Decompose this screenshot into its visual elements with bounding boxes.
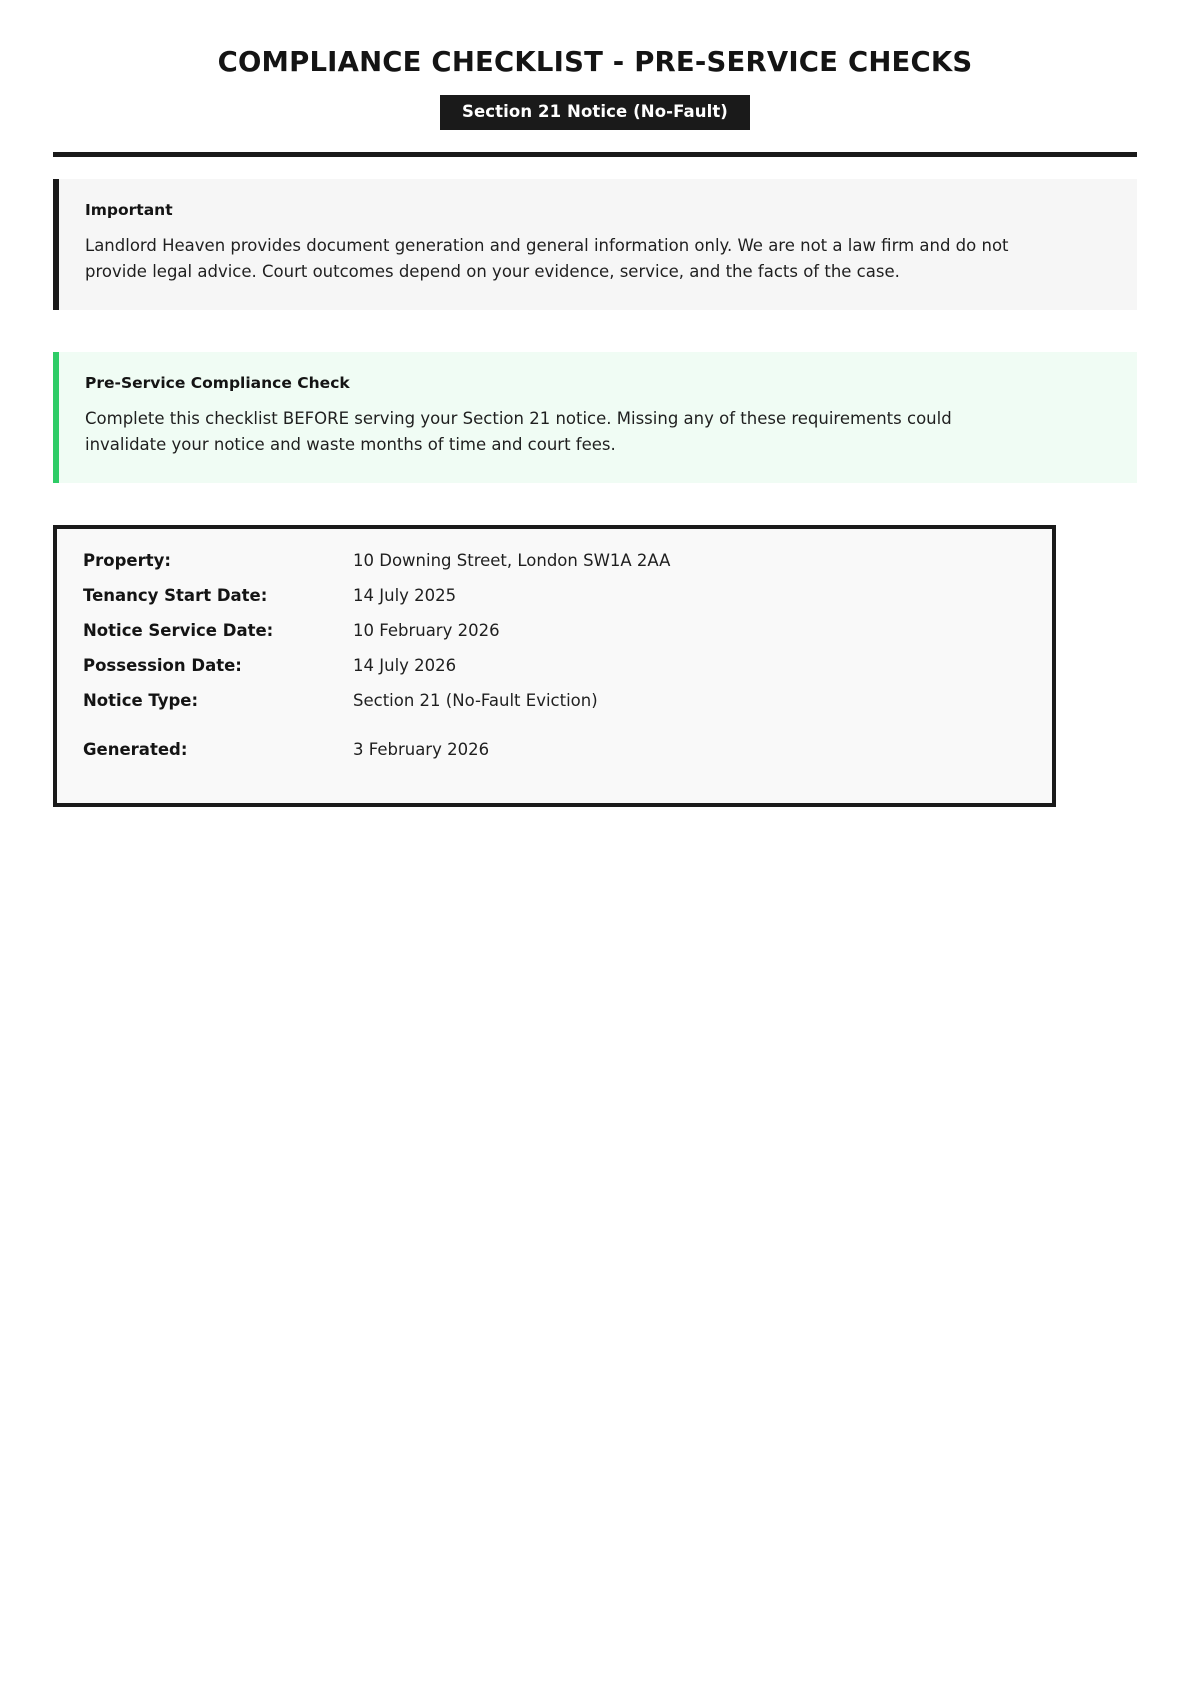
details-label: Property:: [83, 551, 171, 571]
notice-details-box: [53, 525, 1056, 807]
details-row-spacer: [83, 728, 1026, 742]
compliance-callout-body: Complete this checklist BEFORE serving your Section 21 notice. Missing any of these requirements could invalidate your notice and waste months of time and court fees.: [85, 408, 952, 455]
important-callout-heading: Important: [85, 201, 173, 220]
details-label: Notice Service Date:: [83, 621, 274, 641]
details-value: 10 Downing Street, London SW1A 2AA: [353, 551, 671, 571]
badge-container: [53, 95, 1137, 130]
table-row: [83, 553, 1026, 588]
header-divider: [53, 152, 1137, 157]
table-row: [83, 693, 1026, 728]
important-callout: [53, 179, 1137, 310]
compliance-callout-heading: Pre-Service Compliance Check: [85, 374, 350, 393]
details-label: Notice Type:: [83, 691, 199, 711]
details-value: Section 21 (No-Fault Eviction): [353, 691, 598, 711]
details-value: 14 July 2026: [353, 656, 457, 676]
table-row: [83, 623, 1026, 658]
details-value: 10 February 2026: [353, 621, 500, 641]
table-row: [83, 742, 1026, 777]
table-row: [83, 658, 1026, 693]
details-value: 14 July 2025: [353, 586, 457, 606]
details-label: Generated:: [83, 740, 188, 760]
compliance-callout: [53, 352, 1137, 483]
notice-type-badge: Section 21 Notice (No-Fault): [440, 95, 750, 130]
details-label: Possession Date:: [83, 656, 242, 676]
table-row: [83, 588, 1026, 623]
important-callout-body: Landlord Heaven provides document generation and general information only. We are not a law firm and do not provide legal advice. Court outcomes depend on your evidence, service, and the facts of the case.: [85, 235, 1009, 282]
document-header: [53, 0, 1137, 130]
notice-details-table: [83, 553, 1026, 777]
details-value: 3 February 2026: [353, 740, 490, 760]
details-label: Tenancy Start Date:: [83, 586, 268, 606]
page-title: COMPLIANCE CHECKLIST - PRE-SERVICE CHECKS: [217, 46, 973, 78]
